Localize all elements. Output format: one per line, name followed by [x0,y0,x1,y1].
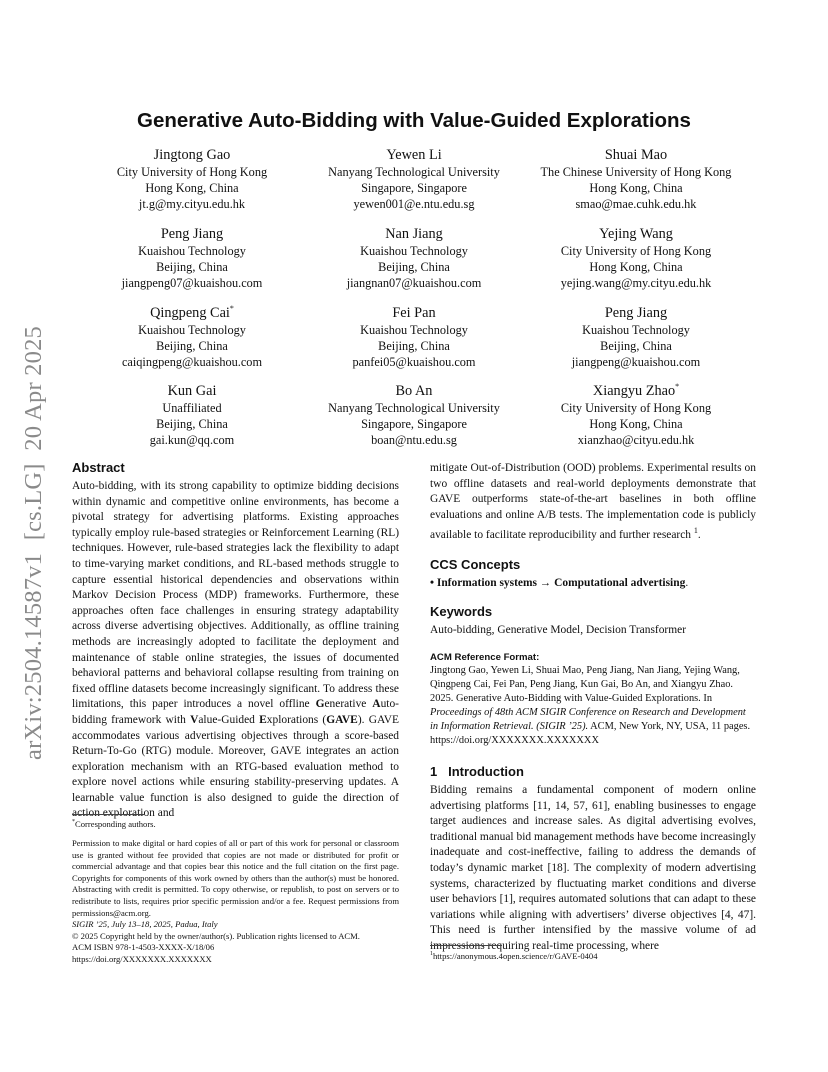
author-name: Yewen Li [386,147,442,163]
author-card [72,147,312,212]
author-affiliation: City University of Hong Kong [560,401,712,415]
author-affiliation: The Chinese University of Hong Kong [540,165,732,179]
corresponding-footnote: *Corresponding authors. [72,818,156,829]
author-name: Kun Gai [167,383,217,399]
author-affiliation: Kuaishou Technology [138,323,246,337]
author-email: yejing.wang@my.cityu.edu.hk [560,276,712,290]
author-email: xianzhao@cityu.edu.hk [577,433,695,447]
author-card [294,305,534,370]
author-name: Shuai Mao [604,147,668,163]
author-email: panfei05@kuaishou.com [352,355,476,369]
author-affiliation: Kuaishou Technology [360,323,468,337]
permission-text: Permission to make digital or hard copies of all or part of this work for personal or classroom use is granted without fee provided that copies are not made or distributed for profit or commercial advantage and that copies bear this notice and the full citation on the first page. Copyrights for components of this work owned by others than the author(s) must be honored. Abstracting with credit is permitted. To copy otherwise, or republish, to post on servers or to redistribute to lists, requires prior specific permission and/or a fee. Request permissions from permissions@acm.org. [72,838,399,918]
doi-line: https://doi.org/XXXXXXX.XXXXXXX [72,953,212,964]
author-location: Beijing, China [378,339,450,353]
author-name: Xiangyu Zhao* [592,382,680,399]
author-affiliation: Nanyang Technological University [328,401,500,415]
footnote-rule-right [430,945,502,946]
author-email: jiangpeng07@kuaishou.com [121,276,263,290]
abstract-continuation: mitigate Out-of-Distribution (OOD) problems. Experimental results on two offline datasets and real-world deployments demonstrate that GAVE outperforms state-of-the-art baselines in both offline evaluations and online A/B tests. The implementation code is publicly available to facilitate reproducibility and further research $^1$. [430,462,756,542]
ccs-text: • Information systems → Computational advertising. [430,576,689,589]
author-name: Fei Pan [392,305,436,321]
author-location: Singapore, Singapore [361,181,467,195]
right-column [430,461,756,955]
author-affiliation: Nanyang Technological University [328,165,500,179]
author-email: yewen001@e.ntu.edu.sg [353,197,475,211]
author-email: caiqingpeng@kuaishou.com [121,355,263,369]
author-card [294,383,534,448]
author-email: smao@mae.cuhk.edu.hk [575,197,697,211]
author-affiliation: Unaffiliated [162,401,222,415]
footnote-rule [72,814,144,815]
author-email: jiangnan07@kuaishou.com [346,276,482,290]
author-location: Hong Kong, China [145,181,239,195]
left-column [72,460,399,822]
author-card [516,305,756,370]
author-card [516,226,756,291]
author-location: Beijing, China [156,417,228,431]
author-card [294,147,534,212]
author-card [72,305,312,370]
section-heading-introduction: 1 Introduction [430,763,524,779]
author-location: Beijing, China [156,260,228,274]
ccs-heading: CCS Concepts [430,556,521,572]
arxiv-stamp: arXiv:2504.14587v1 [cs.LG] 20 Apr 2025 [20,326,47,760]
keywords-text: Auto-bidding, Generative Model, Decision Transformer [430,624,687,637]
conference-line: SIGIR ’25, July 13–18, 2025, Padua, Italy [72,919,218,930]
copyright-line: © 2025 Copyright held by the owner/author(s). Publication rights licensed to ACM. [72,930,360,941]
author-card [72,226,312,291]
abstract-heading: Abstract [72,460,125,475]
author-card [294,226,534,291]
author-location: Hong Kong, China [589,260,683,274]
author-location: Hong Kong, China [589,417,683,431]
author-email: jiangpeng@kuaishou.com [571,355,701,369]
author-affiliation: Kuaishou Technology [360,244,468,258]
author-card [516,383,756,448]
author-email: boan@ntu.edu.sg [371,433,457,447]
author-affiliation: City University of Hong Kong [560,244,712,258]
author-name: Peng Jiang [604,305,668,321]
keywords-heading: Keywords [430,604,493,620]
author-name: Yejing Wang [599,226,673,242]
author-card [72,383,312,448]
permission-block [72,838,399,966]
author-name: Jingtong Gao [153,147,231,163]
author-location: Singapore, Singapore [361,417,467,431]
abstract-text: Auto-bidding, with its strong capability to optimize bidding decisions within dynamic and competitive online environments, has become a pivotal strategy for advertising platforms. Existing approaches typically employ rule-based strategies or Reinforcement Learning (RL) techniques. However, rule-based strategies lack the flexibility to adapt to time-varying market conditions, and RL-based methods struggle to capture essential historical dependencies and observations within Markov Decision Process (MDP) frameworks. Furthermore, these approaches often face challenges in ensuring strategy adaptability across diverse advertising objectives. Additionally, as offline training methods are increasingly adopted to facilitate the deployment and maintenance of stable online strategies, the issues of documented behavioral patterns and behavioral collapse resulting from training on fixed offline datasets become increasingly significant. To address these limitations, this paper introduces a novel offline Generative Auto-bidding framework with Value-Guided Explorations (GAVE). GAVE accommodates various advertising objectives through a score-based Return-To-Go (RTG) module. Moreover, GAVE integrates an action exploration mechanism with an RTG-based evaluation method to explore novel actions while ensuring stability-preserving updates. A learnable value function is also designed to guide the direction of action exploration and [72,480,399,820]
author-location: Beijing, China [378,260,450,274]
introduction-text: Bidding remains a fundamental component of modern online advertising platforms [11, 14, 57, 61], enabling businesses to engage target audiences and increase sales. As digital advertising evolves, traditional manual bid management methods have become increasingly inadequate and cost-ineffective, failing to address the demands of today’s dynamic market [18]. The complexity of modern advertising systems, characterized by fluctuating market conditions and diverse user behaviors [1], requires automated solutions that can adapt to these variations while aligning with advertisers’ diverse objectives [4, 47]. This need is further intensified by the massive volume of ad impressions requiring real-time processing, where [430,783,756,952]
reference-format-text: Jingtong Gao, Yewen Li, Shuai Mao, Peng Jiang, Nan Jiang, Yejing Wang, Qingpeng Cai, Fei Pan, Peng Jiang, Kun Gai, Bo An, and Xiangyu Zhao. 2025. Generative Auto-Bidding with Value-Guided Explorations. In Proceedings of 48th ACM SIGIR Conference on Research and Development in Information Retrieval. (SIGIR ’25). ACM, New York, NY, USA, 11 pages. https://doi.org/XXXXXXX.XXXXXXX [430,664,751,746]
author-email: jt.g@my.cityu.edu.hk [138,197,246,211]
reference-format-heading: ACM Reference Format: [430,651,540,663]
author-name: Peng Jiang [160,226,224,242]
author-name: Qingpeng Cai* [150,304,234,321]
author-affiliation: Kuaishou Technology [582,323,690,337]
url-footnote: $^1$https://anonymous.4open.science/r/GAVE-0404 [430,950,598,961]
isbn-line: ACM ISBN 978-1-4503-XXXX-X/18/06 [72,942,215,953]
author-name: Nan Jiang [385,226,443,242]
author-card [516,147,756,212]
author-affiliation: Kuaishou Technology [138,244,246,258]
author-location: Beijing, China [156,339,228,353]
author-email: gai.kun@qq.com [149,433,235,447]
author-location: Beijing, China [600,339,672,353]
author-location: Hong Kong, China [589,181,683,195]
paper-title: Generative Auto-Bidding with Value-Guided Explorations [137,109,691,132]
author-name: Bo An [395,383,433,399]
author-affiliation: City University of Hong Kong [116,165,268,179]
